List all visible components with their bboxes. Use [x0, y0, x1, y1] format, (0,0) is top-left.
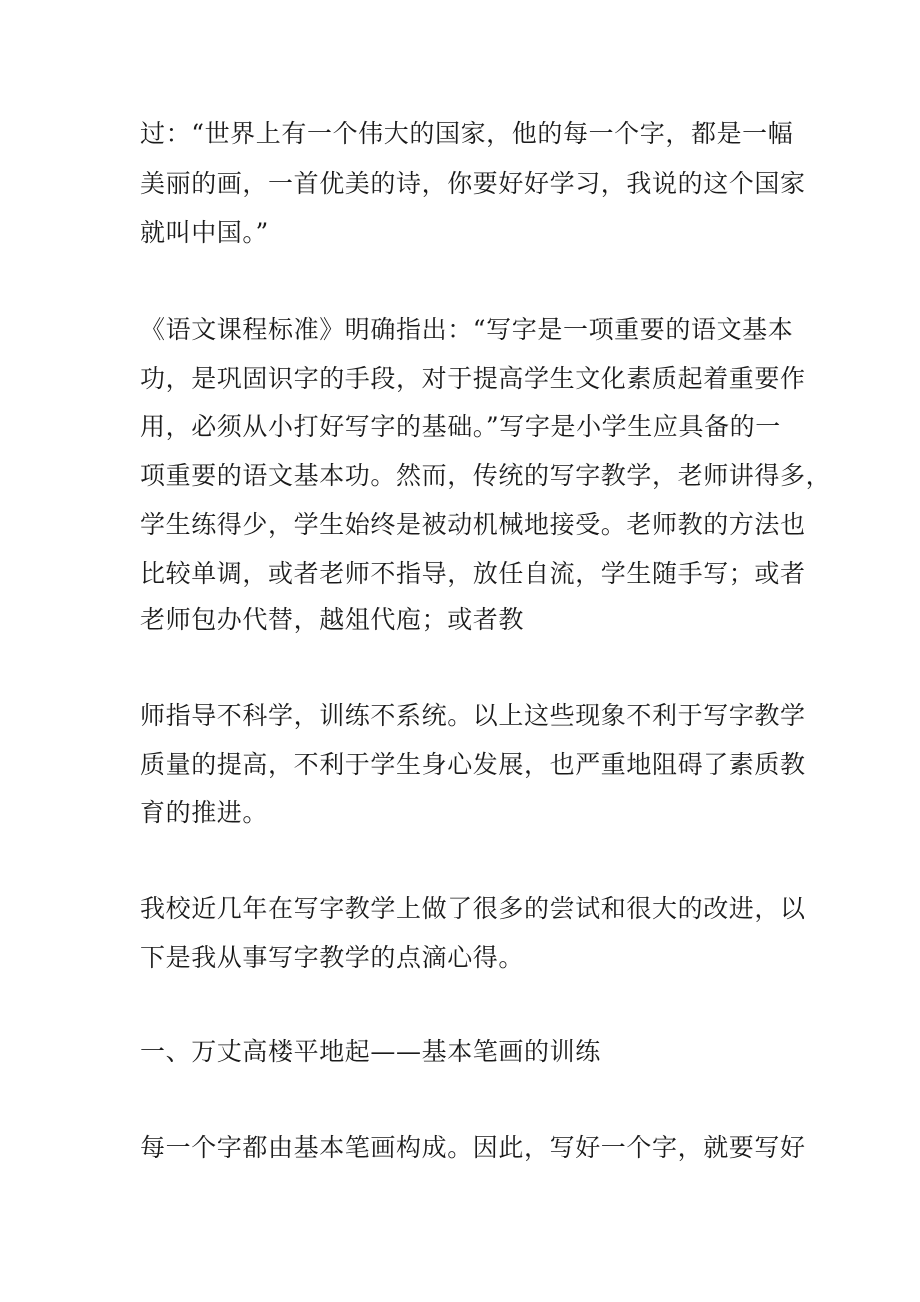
- paragraph-2-line-4: 项重要的语文基本功。然而，传统的写字教学，老师讲得多，: [140, 461, 832, 490]
- paragraph-2-line-6: 比较单调，或者老师不指导，放任自流，学生随手写；或者: [140, 559, 806, 588]
- paragraph-1-line-3: 就叫中国。”: [140, 218, 269, 247]
- paragraph-2-line-5: 学生练得少，学生始终是被动机械地接受。老师教的方法也: [140, 510, 806, 539]
- paragraph-1-line-2: 美丽的画，一首优美的诗，你要好好学习，我说的这个国家: [140, 169, 806, 198]
- paragraph-2-line-1: 《语文课程标准》明确指出：“写字是一项重要的语文基本: [140, 315, 794, 344]
- paragraph-4-line-1: 我校近几年在写字教学上做了很多的尝试和很大的改进，以: [140, 894, 806, 923]
- section-heading: 一、万丈高楼平地起——基本笔画的训练: [140, 1037, 601, 1066]
- paragraph-3-line-3: 育的推进。: [140, 798, 269, 827]
- paragraph-4-line-2: 下是我从事写字教学的点滴心得。: [140, 943, 525, 972]
- paragraph-3-line-1: 师指导不科学，训练不系统。以上这些现象不利于写字教学: [140, 701, 806, 730]
- paragraph-6-line-1: 每一个字都由基本笔画构成。因此，写好一个字，就要写好: [140, 1133, 806, 1162]
- paragraph-2-line-2: 功，是巩固识字的手段，对于提高学生文化素质起着重要作: [140, 364, 806, 393]
- paragraph-2-line-3: 用，必须从小打好写字的基础。”写字是小学生应具备的一: [140, 412, 781, 441]
- paragraph-2-line-7: 老师包办代替，越俎代庖；或者教: [140, 605, 525, 634]
- paragraph-3-line-2: 质量的提高，不利于学生身心发展，也严重地阻碍了素质教: [140, 750, 806, 779]
- paragraph-1-line-1: 过：“世界上有一个伟大的国家，他的每一个字，都是一幅: [140, 119, 794, 148]
